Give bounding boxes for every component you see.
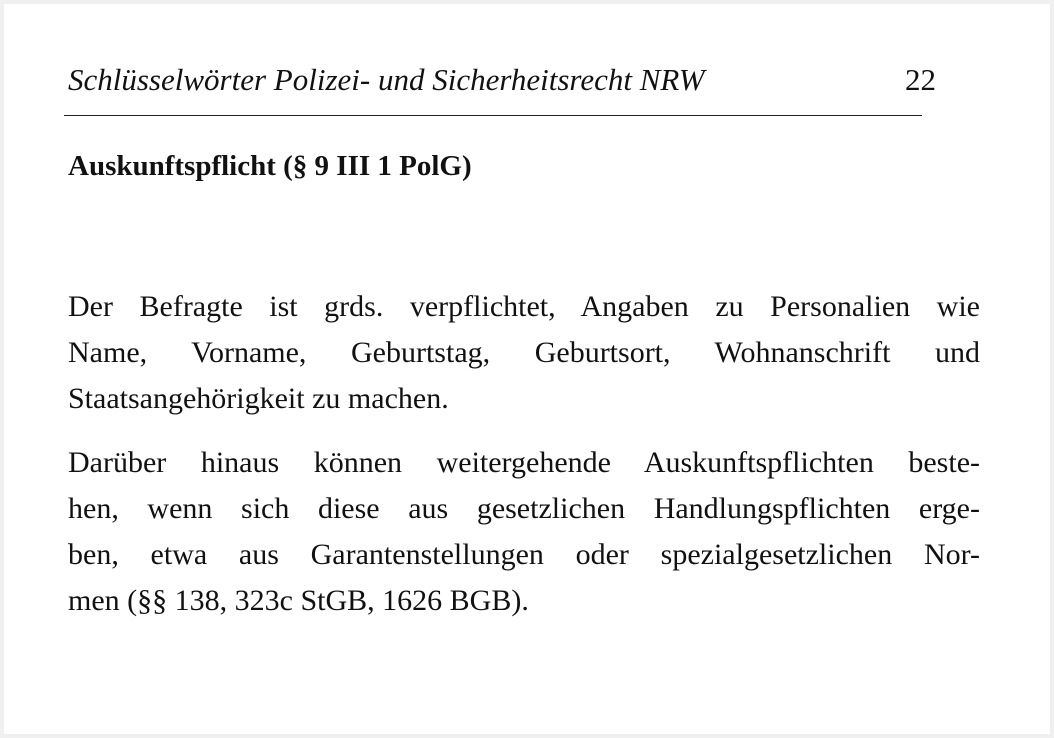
header-divider <box>64 115 922 116</box>
paragraph-weitergehende-pflichten <box>68 440 980 624</box>
paragraph-line: Staatsangehörigkeit zu machen. <box>68 382 449 415</box>
document-page <box>4 4 1050 734</box>
page-number: 22 <box>905 62 936 97</box>
section-heading: Auskunftspflicht (§ 9 III 1 PolG) <box>68 150 472 182</box>
body-text <box>68 284 980 642</box>
running-header <box>68 60 936 100</box>
paragraph-line: Name, Vorname, Geburtstag, Geburtsort, Wohnanschrift und <box>68 336 980 369</box>
paragraph-line: Der Befragte ist grds. verpflichtet, Angaben zu Personalien wie <box>68 290 980 323</box>
header-title: Schlüsselwörter Polizei- und Sicherheitsrecht NRW <box>68 62 705 97</box>
paragraph-line: hen, wenn sich diese aus gesetzlichen Handlungspflichten erge- <box>68 492 980 525</box>
paragraph-personalien <box>68 284 980 422</box>
paragraph-line: Darüber hinaus können weitergehende Auskunftspflichten beste- <box>68 446 980 479</box>
paragraph-line: ben, etwa aus Garantenstellungen oder spezialgesetzlichen Nor- <box>68 538 980 571</box>
paragraph-line: men (§§ 138, 323c StGB, 1626 BGB). <box>68 584 529 617</box>
